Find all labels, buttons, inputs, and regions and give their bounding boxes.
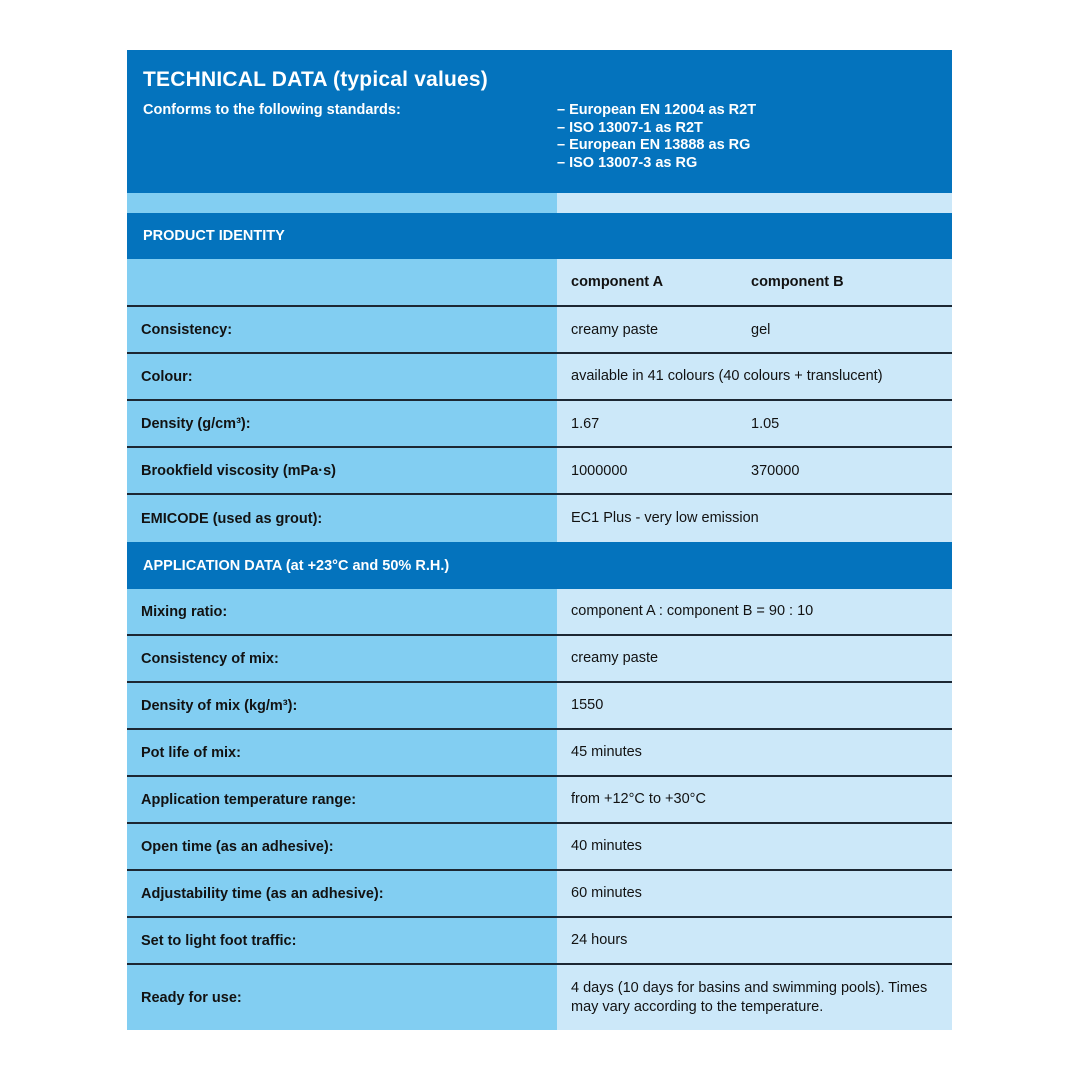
value-spanning: 60 minutes	[571, 885, 642, 901]
conforms-label: Conforms to the following standards:	[143, 102, 401, 118]
row-values	[557, 589, 952, 634]
table-row-consistency-of-mix	[127, 636, 952, 683]
table-row-ready-for-use	[127, 965, 952, 1030]
section-bar-application-data	[127, 542, 952, 589]
row-values	[557, 777, 952, 822]
value-component-a: 1.67	[571, 415, 600, 432]
table-row-density-of-mix	[127, 683, 952, 730]
value-spanning: available in 41 colours (40 colours + translucent)	[571, 368, 883, 384]
row-values	[557, 918, 952, 963]
value-spanning: component A : component B = 90 : 10	[571, 603, 814, 619]
technical-data-sheet	[127, 50, 952, 1030]
table-row-emicode	[127, 495, 952, 542]
row-label: Open time (as an adhesive):	[127, 824, 557, 869]
table-row-set-to-light-foot-traffic	[127, 918, 952, 965]
table-row-density	[127, 401, 952, 448]
table-row-brookfield-viscosity	[127, 448, 952, 495]
row-values	[557, 354, 952, 399]
value-spanning: 4 days (10 days for basins and swimming pools). Times may vary according to the temperature.	[571, 979, 928, 1015]
row-label: Brookfield viscosity (mPa·s)	[127, 448, 557, 493]
spacer-strip-left	[127, 193, 557, 213]
value-component-a: creamy paste	[571, 321, 659, 338]
page-title: TECHNICAL DATA (typical values)	[143, 68, 488, 91]
value-spanning: from +12°C to +30°C	[571, 791, 706, 807]
table-row-colour	[127, 354, 952, 401]
value-spanning: 40 minutes	[571, 838, 642, 854]
section-bar-product-identity	[127, 213, 952, 259]
row-values	[557, 495, 952, 542]
table-row-consistency	[127, 307, 952, 354]
column-header-component-a: component A	[571, 274, 664, 290]
row-values	[557, 871, 952, 916]
value-spanning: 1550	[571, 697, 604, 713]
standards-row	[143, 102, 936, 172]
column-header-component-b: component B	[751, 274, 844, 290]
technical-data-header-band	[127, 50, 952, 193]
table-row-column-headers	[127, 259, 952, 307]
row-values	[557, 683, 952, 728]
table-row-pot-life	[127, 730, 952, 777]
row-values	[557, 448, 952, 493]
row-label: Application temperature range:	[127, 777, 557, 822]
row-values	[557, 824, 952, 869]
standard-item: – European EN 12004 as R2T	[557, 102, 757, 118]
value-spanning: EC1 Plus - very low emission	[571, 510, 759, 526]
table-row-mixing-ratio	[127, 589, 952, 636]
row-label: Ready for use:	[127, 965, 557, 1030]
value-spanning: creamy paste	[571, 650, 659, 666]
spacer-strip-right	[557, 193, 952, 213]
row-label: EMICODE (used as grout):	[127, 495, 557, 542]
empty-label-cell	[127, 259, 557, 305]
value-spanning: 45 minutes	[571, 744, 642, 760]
row-label: Pot life of mix:	[127, 730, 557, 775]
standards-list	[557, 102, 936, 172]
table-row-application-temperature-range	[127, 777, 952, 824]
table-row-adjustability-time	[127, 871, 952, 918]
value-component-a: 1000000	[571, 462, 628, 479]
row-values	[557, 401, 952, 446]
row-values	[557, 307, 952, 352]
spacer-strip	[127, 193, 952, 213]
table-row-open-time	[127, 824, 952, 871]
section-title: APPLICATION DATA (at +23°C and 50% R.H.)	[143, 557, 450, 574]
row-label: Density of mix (kg/m³):	[127, 683, 557, 728]
row-label: Consistency:	[127, 307, 557, 352]
row-label: Mixing ratio:	[127, 589, 557, 634]
row-values	[557, 965, 952, 1030]
row-label: Colour:	[127, 354, 557, 399]
value-spanning: 24 hours	[571, 932, 628, 948]
row-label: Adjustability time (as an adhesive):	[127, 871, 557, 916]
row-label: Consistency of mix:	[127, 636, 557, 681]
standard-item: – ISO 13007-1 as R2T	[557, 119, 703, 136]
row-label: Density (g/cm³):	[127, 401, 557, 446]
value-component-b: gel	[751, 321, 771, 338]
component-column-headers	[557, 259, 952, 305]
standard-item: – ISO 13007-3 as RG	[557, 154, 698, 171]
value-component-b: 1.05	[751, 415, 780, 432]
row-values	[557, 730, 952, 775]
value-component-b: 370000	[751, 462, 800, 479]
standard-item: – European EN 13888 as RG	[557, 137, 751, 153]
row-values	[557, 636, 952, 681]
row-label: Set to light foot traffic:	[127, 918, 557, 963]
section-title: PRODUCT IDENTITY	[143, 228, 285, 244]
